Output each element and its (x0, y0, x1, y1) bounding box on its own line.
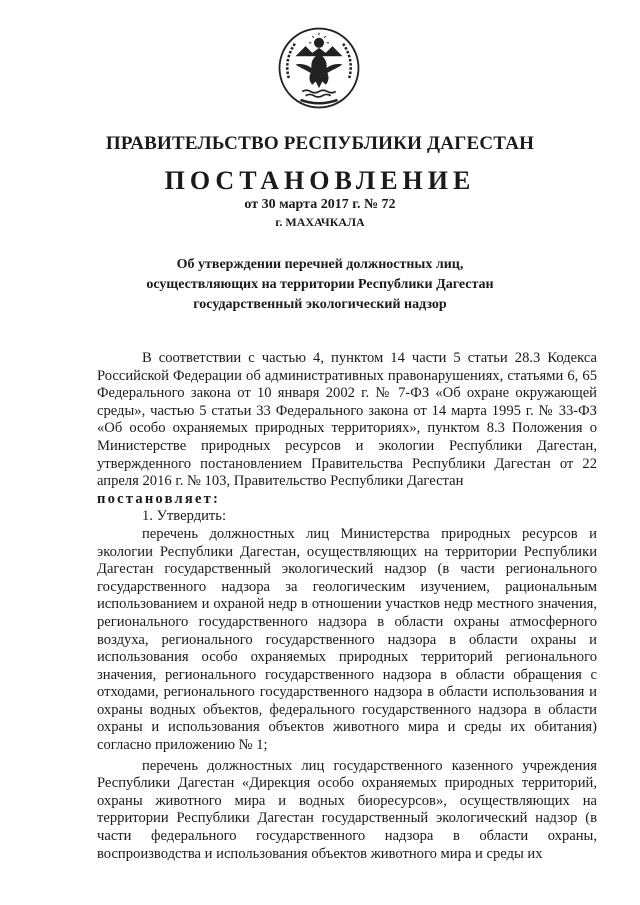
dagestan-coat-of-arms-icon (277, 26, 361, 110)
list-item: перечень должностных лиц государственного казенного учреждения Республики Дагестан «Дирекция особо охраняемых природных территорий, охраны животного мира и водных биоресурсов», осуществляющих на территории Республики Дагестан государственный экологический надзор (в части федерального государственного надзора в области охраны, воспроизводства и использования объектов животного мира и среды их (97, 757, 597, 862)
date-and-number: от 30 марта 2017 г. № 72 (244, 197, 396, 212)
resolves-line (97, 491, 597, 509)
subject-line: осуществляющих на территории Республики Дагестан (146, 277, 494, 292)
subject-line: государственный экологический надзор (193, 297, 447, 312)
preamble-paragraph: В соответствии с частью 4, пунктом 14 части 5 статьи 28.3 Кодекса Российской Федерации об административных правонарушениях, статьями 6, 65 Федерального закона от 10 января 2002 г. № 7-ФЗ «Об охране окружающей среды», частью 5 статьи 33 Федерального закона от 14 марта 1995 г. № 33-ФЗ «Об особо охраняемых природных территориях», пунктом 8.3 Положения о Министерстве природных ресурсов и экологии Республики Дагестан, утвержденного постановлением Правительства Республики Дагестан от 22 апреля 2016 г. № 103, Правительство Республики Дагестан (97, 350, 597, 490)
government-name: ПРАВИТЕЛЬСТВО РЕСПУБЛИКИ ДАГЕСТАН (105, 133, 535, 154)
item-1: 1. Утвердить: (142, 508, 227, 525)
document-body (97, 350, 597, 863)
document-type: ПОСТАНОВЛЕНИЕ (164, 166, 476, 195)
subject-line: Об утверждении перечней должностных лиц, (176, 257, 464, 272)
document-subject (120, 255, 520, 315)
city-name: г. МАХАЧКАЛА (275, 215, 365, 229)
list-item: перечень должностных лиц Министерства природных ресурсов и экологии Республики Дагестан, осуществляющих на территории Республики Дагестан государственный экологический надзор (в части регионального государственного надзора за геологическим изучением, рациональным использованием и охраной недр в отношении участков недр местного значения, регионального государственного надзора в области охраны атмосферного воздуха, регионального государственного надзора в области охраны и использования особо охраняемых природных территорий регионального значения, регионального государственного надзора в области обращения с отходами, регионального государственного надзора в области использования и охраны водных объектов, федерального государственного надзора в области охраны и использования объектов животного мира и среды их обитания) согласно приложению № 1; (97, 525, 597, 754)
resolves-word: постановляет: (97, 490, 221, 507)
